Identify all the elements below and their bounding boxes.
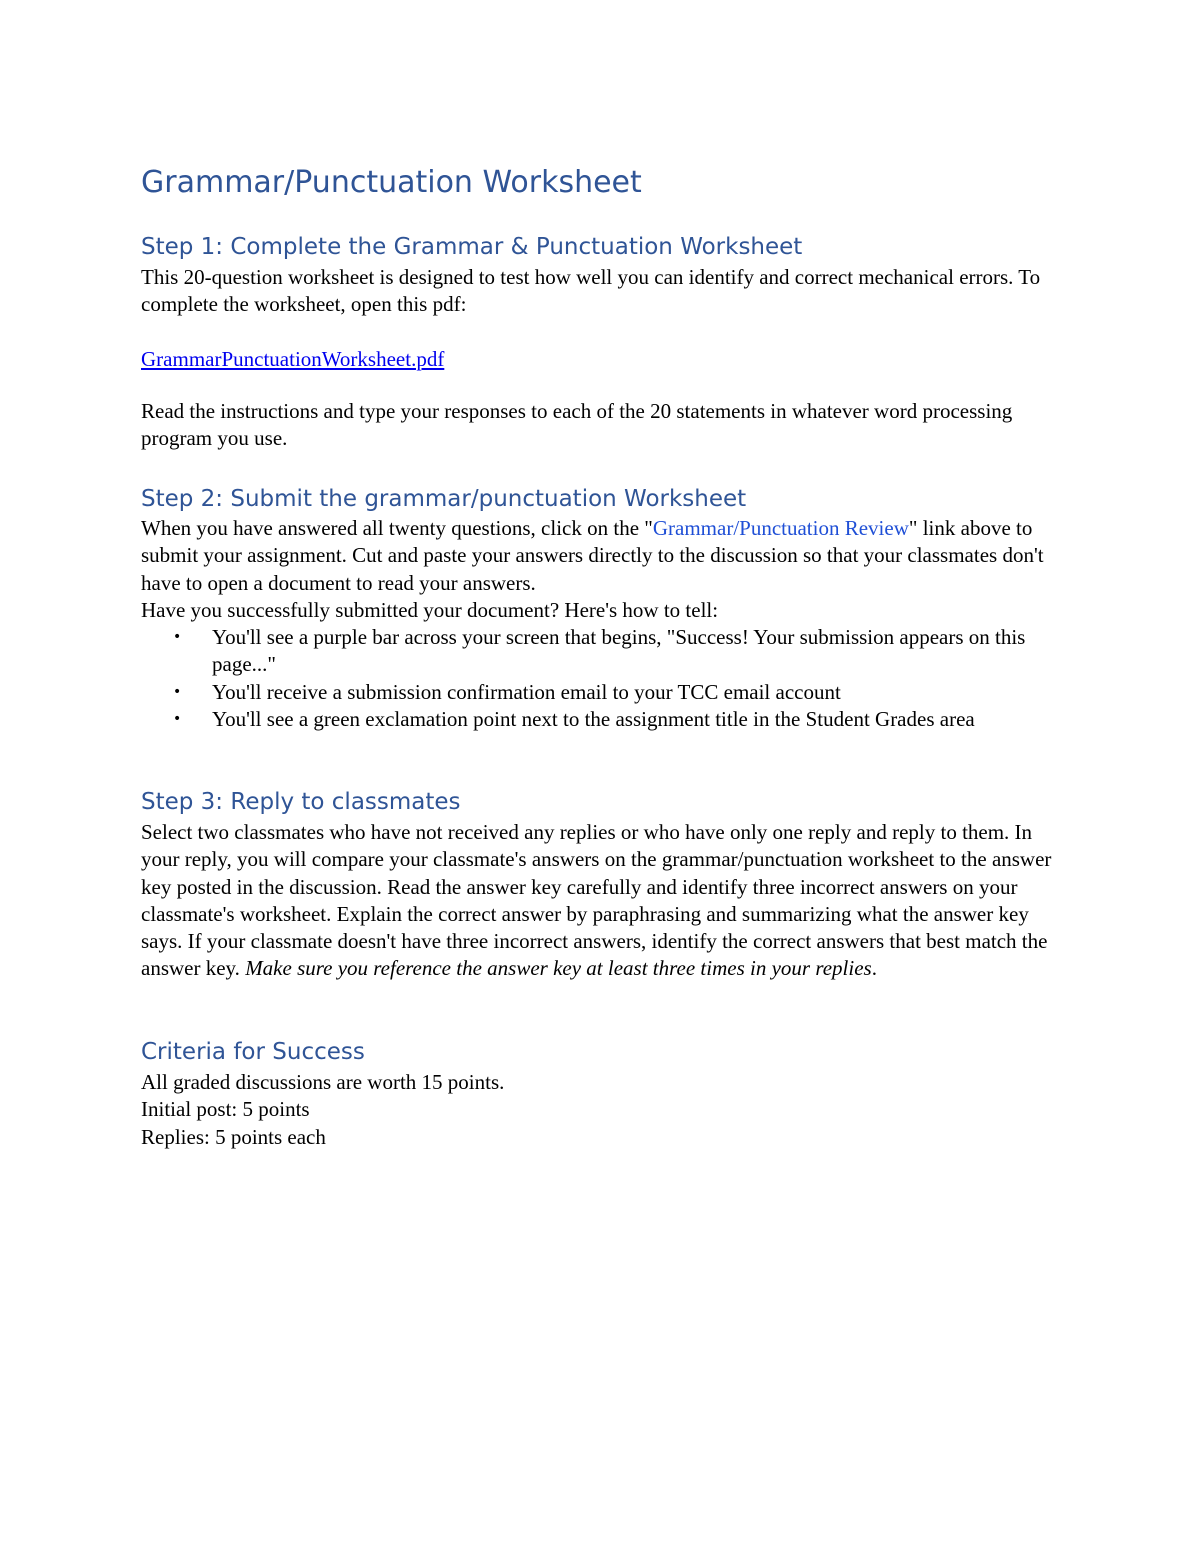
step-2-heading: Step 2: Submit the grammar/punctuation Worksheet — [141, 486, 747, 512]
step-2-text-after: " link above to submit your assignment. Cut and paste your answers directly to the discussion so that your classmates don't have to open a document to read your answers. — [141, 516, 1044, 595]
step-2-question: Have you successfully submitted your document? Here's how to tell: — [141, 597, 719, 622]
criteria-line: All graded discussions are worth 15 points. — [141, 1070, 505, 1094]
list-item-text: You'll see a purple bar across your screen that begins, "Success! Your submission appears on this page..." — [212, 625, 1026, 677]
page-title: Grammar/Punctuation Worksheet — [141, 165, 642, 200]
step-3-emphasis: Make sure you reference the answer key at least three times in your replies — [245, 956, 872, 981]
step-1-section — [141, 232, 1061, 452]
criteria-section — [141, 1037, 1061, 1151]
criteria-line: Initial post: 5 points — [141, 1097, 310, 1122]
step-1-heading: Step 1: Complete the Grammar & Punctuation Worksheet — [141, 234, 803, 260]
list-item — [141, 706, 1061, 733]
criteria-heading: Criteria for Success — [141, 1039, 365, 1065]
list-item — [141, 679, 1061, 706]
submission-check-list — [141, 624, 1061, 733]
step-2-section — [141, 484, 1061, 733]
bullet-icon: • — [173, 683, 182, 700]
step-2-paragraph — [141, 515, 1061, 597]
bullet-icon: • — [173, 711, 182, 728]
step-2-text-before: When you have answered all twenty questions, click on the " — [141, 516, 653, 540]
step-3-text: Select two classmates who have not received any replies or who have only one reply and reply to them. In your reply, you will compare your classmate's answers on the grammar/punctuation worksheet to the answer key posted in the discussion. Read the answer key carefully and identify three incorrect answers on your classmate's worksheet. Explain the correct answer by paraphrasing and summarizing what the answer key says. If your classmate doesn't have three incorrect answers, identify the correct answers that best match the answer key. — [141, 820, 1052, 981]
step-3-body — [141, 819, 1061, 983]
worksheet-pdf-link[interactable]: GrammarPunctuationWorksheet.pdf — [141, 346, 445, 371]
criteria-line: Replies: 5 points each — [141, 1124, 326, 1149]
step-3-heading: Step 3: Reply to classmates — [141, 789, 461, 815]
step-1-link-line — [141, 346, 1061, 373]
step-1-intro: This 20-question worksheet is designed to test how well you can identify and correct mechanical errors. To complete the worksheet, open this pdf: — [141, 265, 1041, 317]
list-item-text: You'll see a green exclamation point next to the assignment title in the Student Grades area — [212, 707, 975, 732]
grammar-punctuation-review-link[interactable]: Grammar/Punctuation Review — [652, 516, 909, 540]
step-1-instructions: Read the instructions and type your responses to each of the 20 statements in whatever word processing program you use. — [141, 398, 1013, 451]
list-item — [141, 624, 1061, 679]
step-3-section — [141, 787, 1061, 983]
list-item-text: You'll receive a submission confirmation email to your TCC email account — [212, 679, 841, 704]
bullet-icon: • — [173, 629, 182, 646]
step-3-end: . — [871, 956, 877, 981]
